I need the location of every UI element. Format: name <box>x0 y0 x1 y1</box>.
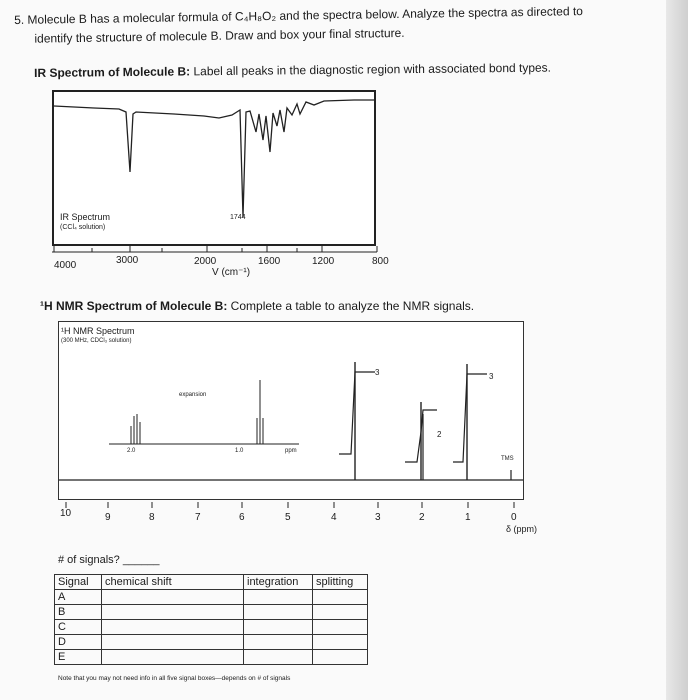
splitting-cell[interactable] <box>313 590 368 605</box>
table-row <box>55 605 368 620</box>
ir-tick-3000: 3000 <box>116 255 139 266</box>
ir-tick-4000: 4000 <box>54 260 77 271</box>
integration-cell[interactable] <box>244 635 313 650</box>
ir-spectrum-box <box>52 90 376 246</box>
nmr-tick-6: 6 <box>239 512 245 523</box>
chemical-shift-cell[interactable] <box>102 590 244 605</box>
header-splitting: splitting <box>313 575 368 590</box>
nmr-tick-8: 8 <box>149 512 155 523</box>
ir-peak-label: 1744 <box>230 214 246 221</box>
chemical-shift-cell[interactable] <box>102 650 244 665</box>
nmr-tick-10: 10 <box>60 508 72 519</box>
table-row <box>55 635 368 650</box>
table-row <box>55 650 368 665</box>
signals-count-prompt: # of signals? ______ <box>58 554 160 566</box>
ir-inner-title: IR Spectrum <box>60 212 111 222</box>
nmr-axis-label: δ (ppm) <box>506 524 538 534</box>
question-line-2: identify the structure of molecule B. Draw and box your final structure. <box>34 25 405 46</box>
integration-cell[interactable] <box>244 605 313 620</box>
ir-heading-rest: Label all peaks in the diagnostic region with associated bond types. <box>190 60 552 79</box>
page-edge-shadow <box>666 0 688 700</box>
nmr-inner-title: ¹H NMR Spectrum <box>61 326 135 336</box>
row-label: C <box>55 620 102 635</box>
integration-cell[interactable] <box>244 650 313 665</box>
ir-tick-1600: 1600 <box>258 256 281 267</box>
chemical-shift-cell[interactable] <box>102 605 244 620</box>
ir-heading <box>34 61 551 80</box>
row-label: E <box>55 650 102 665</box>
ir-heading-bold: IR Spectrum of Molecule B: <box>34 64 191 80</box>
row-label: D <box>55 635 102 650</box>
nmr-trace <box>59 322 523 499</box>
nmr-tick-1: 1 <box>465 512 471 523</box>
nmr-heading-rest: Complete a table to analyze the NMR signals. <box>227 299 475 313</box>
splitting-cell[interactable] <box>313 635 368 650</box>
nmr-exp-tick-1: 1.0 <box>235 448 244 454</box>
integration-cell[interactable] <box>244 590 313 605</box>
ir-tick-2000: 2000 <box>194 256 217 267</box>
nmr-integration-3b: 3 <box>489 372 494 381</box>
nmr-axis <box>58 500 528 510</box>
nmr-integration-3a: 3 <box>375 368 380 377</box>
nmr-spectrum-box <box>58 321 524 500</box>
nmr-integration-2: 2 <box>437 430 442 439</box>
nmr-tick-4: 4 <box>331 512 337 523</box>
nmr-tick-3: 3 <box>375 512 381 523</box>
question-text <box>14 2 583 49</box>
nmr-tms-label: TMS <box>501 456 514 462</box>
nmr-tick-5: 5 <box>285 512 291 523</box>
chemical-shift-cell[interactable] <box>102 635 244 650</box>
nmr-heading <box>40 299 474 313</box>
header-signal: Signal <box>55 575 102 590</box>
nmr-analysis-table <box>54 574 368 665</box>
header-chemical-shift: chemical shift <box>102 575 244 590</box>
splitting-cell[interactable] <box>313 605 368 620</box>
chemical-shift-cell[interactable] <box>102 620 244 635</box>
table-row <box>55 590 368 605</box>
splitting-cell[interactable] <box>313 620 368 635</box>
row-label: B <box>55 605 102 620</box>
ir-tick-1200: 1200 <box>312 256 335 267</box>
row-label: A <box>55 590 102 605</box>
question-line-1: 5. Molecule B has a molecular formula of C₄H₈O₂ and the spectra below. Analyze the spectra as directed to <box>14 4 584 27</box>
nmr-tick-9: 9 <box>105 512 111 523</box>
nmr-exp-tick-2: 2.0 <box>127 448 136 454</box>
header-integration: integration <box>244 575 313 590</box>
nmr-expansion-label: expansion <box>179 392 207 398</box>
integration-cell[interactable] <box>244 620 313 635</box>
nmr-tick-7: 7 <box>195 512 201 523</box>
table-header-row <box>55 575 368 590</box>
ir-inner-sub: (CCl₄ solution) <box>60 224 106 231</box>
nmr-tick-0: 0 <box>511 512 517 523</box>
nmr-tick-2: 2 <box>419 512 425 523</box>
table-note: Note that you may not need info in all five signal boxes—depends on # of signals <box>58 675 291 682</box>
ir-tick-800: 800 <box>372 256 389 267</box>
table-row <box>55 620 368 635</box>
ir-axis <box>52 244 382 256</box>
ir-axis-label: V (cm⁻¹) <box>212 267 251 278</box>
splitting-cell[interactable] <box>313 650 368 665</box>
nmr-inner-sub: (300 MHz, CDCl₃ solution) <box>61 338 132 344</box>
nmr-heading-bold: ¹H NMR Spectrum of Molecule B: <box>40 299 228 313</box>
nmr-exp-tick-ppm: ppm <box>285 448 297 454</box>
